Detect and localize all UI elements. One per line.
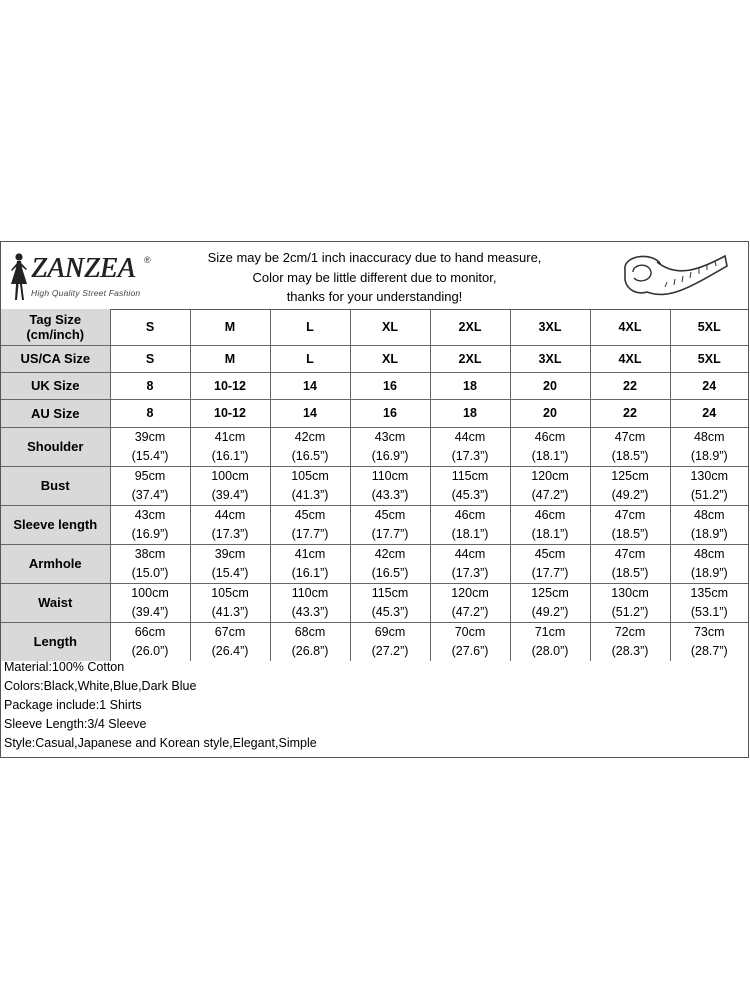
measurement-cm: 100cm: [211, 468, 249, 483]
measurement-inch: (47.2”): [451, 604, 489, 619]
measurement-inch: (18.1”): [451, 526, 489, 541]
measurement-cell: [510, 583, 590, 622]
measurement-cm: 95cm: [134, 468, 166, 483]
measurement-cm: 45cm: [294, 507, 326, 522]
measurement-cell: [190, 505, 270, 544]
row-label: [1, 399, 110, 427]
measurement-inch: (18.5”): [611, 448, 649, 463]
measurement-cm: 68cm: [294, 624, 326, 639]
spec-style: Style:Casual,Japanese and Korean style,Elegant,Simple: [4, 736, 317, 750]
measurement-row: [1, 622, 748, 661]
spec-colors: Colors:Black,White,Blue,Dark Blue: [4, 679, 197, 693]
measurement-cell: [590, 622, 670, 661]
measurement-cell: [270, 544, 350, 583]
measurement-inch: (39.4”): [131, 604, 169, 619]
measurement-cm: 73cm: [693, 624, 725, 639]
measurement-inch: (27.2”): [371, 643, 409, 658]
measurement-cm: 43cm: [374, 429, 406, 444]
notice-line: thanks for your understanding!: [286, 289, 463, 304]
size-cell: 10-12: [190, 372, 270, 399]
size-cell: M: [190, 309, 270, 345]
measurement-cm: 72cm: [614, 624, 646, 639]
size-cell: 22: [590, 372, 670, 399]
measurement-inch: (16.1”): [291, 565, 329, 580]
size-cell: 3XL: [510, 309, 590, 345]
brand-name: ZANZEA: [31, 253, 136, 284]
size-cell: 24: [670, 372, 748, 399]
size-row: [1, 372, 748, 399]
measurement-cm: 110cm: [291, 585, 329, 600]
measurement-inch: (15.4”): [131, 448, 169, 463]
measurement-inch: (16.5”): [291, 448, 329, 463]
measurement-inch: (26.0”): [131, 643, 169, 658]
measurement-cell: [670, 622, 748, 661]
measuring-tape-icon: [619, 248, 731, 306]
measurement-cell: [350, 466, 430, 505]
measurement-cm: 46cm: [454, 507, 486, 522]
measurement-cell: [430, 544, 510, 583]
measurement-cm: 45cm: [534, 546, 566, 561]
brand-tagline: High Quality Street Fashion: [31, 288, 141, 298]
size-cell: L: [270, 345, 350, 372]
measurement-cm: 130cm: [611, 585, 649, 600]
measurement-cell: [670, 427, 748, 466]
measurement-cell: [190, 466, 270, 505]
measurement-inch: (51.2”): [611, 604, 649, 619]
measurement-cell: [590, 505, 670, 544]
measurement-cell: [110, 544, 190, 583]
measurement-cell: [190, 544, 270, 583]
measurement-cm: 48cm: [693, 429, 725, 444]
measurement-cell: [590, 583, 670, 622]
size-cell: 10-12: [190, 399, 270, 427]
measurement-cm: 47cm: [614, 507, 646, 522]
measurement-inch: (16.1”): [211, 448, 249, 463]
measurement-cell: [110, 505, 190, 544]
size-cell: 20: [510, 399, 590, 427]
measurement-cm: 47cm: [614, 429, 646, 444]
measurement-cell: [430, 583, 510, 622]
measurement-cell: [430, 466, 510, 505]
size-cell: L: [270, 309, 350, 345]
notice-line: Color may be little different due to monitor,: [252, 269, 497, 285]
measurement-cm: 46cm: [534, 507, 566, 522]
row-label: Armhole: [1, 544, 110, 583]
measurement-inch: (17.7”): [371, 526, 409, 541]
measurement-inch: (28.0”): [531, 643, 569, 658]
registered-mark: ®: [144, 255, 151, 265]
measurement-inch: (49.2”): [611, 487, 649, 502]
measurement-cm: 39cm: [214, 546, 246, 561]
size-cell: 14: [270, 399, 350, 427]
measurement-row: [1, 544, 748, 583]
size-cell: 5XL: [670, 345, 748, 372]
measurement-inch: (18.9”): [690, 526, 728, 541]
measurement-cell: [270, 505, 350, 544]
row-label: Length: [1, 622, 110, 661]
chart-header: [1, 242, 748, 310]
measurement-row: [1, 505, 748, 544]
brand-logo: [5, 250, 155, 302]
measurement-cell: [430, 622, 510, 661]
measurement-cm: 100cm: [131, 585, 169, 600]
measurement-cell: [510, 466, 590, 505]
size-row: [1, 309, 748, 345]
size-cell: 18: [430, 399, 510, 427]
measurement-cell: [670, 466, 748, 505]
measurement-inch: (17.7”): [291, 526, 329, 541]
measurement-inch: (15.0”): [131, 565, 169, 580]
measurement-inch: (17.3”): [211, 526, 249, 541]
size-cell: S: [110, 345, 190, 372]
row-label-line: AU Size: [31, 405, 80, 421]
row-label-line: US/CA Size: [20, 351, 91, 366]
measurement-cm: 48cm: [693, 507, 725, 522]
measurement-cm: 105cm: [291, 468, 329, 483]
row-label: Bust: [1, 466, 110, 505]
measurement-inch: (53.1”): [690, 604, 728, 619]
measurement-inch: (18.5”): [611, 526, 649, 541]
measurement-inch: (49.2”): [531, 604, 569, 619]
measurement-cell: [350, 583, 430, 622]
measurement-inch: (17.3”): [451, 565, 489, 580]
measurement-inch: (27.6”): [451, 643, 489, 658]
measurement-inch: (45.3”): [371, 604, 409, 619]
measurement-inch: (17.3”): [451, 448, 489, 463]
measurement-inch: (18.9”): [690, 448, 728, 463]
measurement-row: [1, 427, 748, 466]
row-label: Shoulder: [1, 427, 110, 466]
measurement-cell: [510, 505, 590, 544]
spec-package: Package include:1 Shirts: [4, 698, 142, 712]
measurement-cell: [270, 622, 350, 661]
measurement-cm: 44cm: [214, 507, 246, 522]
size-cell: 20: [510, 372, 590, 399]
measurement-inch: (43.3”): [291, 604, 329, 619]
size-cell: 4XL: [590, 309, 670, 345]
row-label-line: Tag Size: [29, 311, 82, 327]
measurement-cell: [350, 427, 430, 466]
measurement-cm: 41cm: [294, 546, 326, 561]
measurement-cell: [590, 427, 670, 466]
measurement-inch: (39.4”): [211, 487, 249, 502]
measurement-cm: 43cm: [134, 507, 166, 522]
measurement-inch: (16.9”): [371, 448, 409, 463]
measurement-cell: [430, 427, 510, 466]
measurement-inch: (28.3”): [611, 643, 649, 658]
measurement-inch: (15.4”): [211, 565, 249, 580]
measurement-inch: (37.4”): [131, 487, 169, 502]
measurement-cell: [670, 544, 748, 583]
measurement-row: [1, 583, 748, 622]
spec-sleeve-length: Sleeve Length:3/4 Sleeve: [4, 717, 147, 731]
measurement-inch: (45.3”): [451, 487, 489, 502]
size-cell: 18: [430, 372, 510, 399]
measurement-inch: (17.7”): [531, 565, 569, 580]
measurement-cell: [110, 466, 190, 505]
size-cell: S: [110, 309, 190, 345]
measurement-cell: [270, 466, 350, 505]
measurement-cell: [670, 505, 748, 544]
row-label: Sleeve length: [1, 505, 110, 544]
measurement-row: [1, 466, 748, 505]
measurement-cell: [510, 427, 590, 466]
measurement-inch: (18.1”): [531, 448, 569, 463]
measurement-cm: 42cm: [294, 429, 326, 444]
measurement-inch: (18.5”): [611, 565, 649, 580]
measurement-cell: [590, 544, 670, 583]
measurement-inch: (28.7”): [690, 643, 728, 658]
measurement-cm: 105cm: [211, 585, 249, 600]
row-label: [1, 345, 110, 372]
measurement-cell: [190, 622, 270, 661]
measurement-cm: 110cm: [371, 468, 409, 483]
size-cell: 16: [350, 372, 430, 399]
woman-silhouette-icon: [7, 252, 31, 304]
size-cell: 8: [110, 399, 190, 427]
row-label: [1, 309, 110, 345]
measurement-cm: 44cm: [454, 429, 486, 444]
measurement-cm: 48cm: [693, 546, 725, 561]
measurement-inch: (51.2”): [690, 487, 728, 502]
measurement-cm: 42cm: [374, 546, 406, 561]
size-cell: 3XL: [510, 345, 590, 372]
measurement-inch: (41.3”): [291, 487, 329, 502]
measurement-cell: [190, 427, 270, 466]
size-cell: 5XL: [670, 309, 748, 345]
measurement-cm: 135cm: [690, 585, 729, 600]
measurement-cm: 66cm: [134, 624, 166, 639]
measurement-cell: [110, 583, 190, 622]
measurement-cell: [110, 427, 190, 466]
size-cell: 2XL: [430, 309, 510, 345]
measurement-cm: 69cm: [374, 624, 406, 639]
measurement-cm: 115cm: [451, 468, 489, 483]
measurement-inch: (16.5”): [371, 565, 409, 580]
size-cell: 22: [590, 399, 670, 427]
product-specs: [4, 658, 317, 753]
measurement-cell: [430, 505, 510, 544]
size-cell: 8: [110, 372, 190, 399]
measurement-cell: [510, 622, 590, 661]
size-cell: 16: [350, 399, 430, 427]
measurement-cm: 39cm: [134, 429, 166, 444]
measurement-cm: 130cm: [690, 468, 729, 483]
measurement-inch: (43.3”): [371, 487, 409, 502]
size-row: [1, 399, 748, 427]
measurement-cm: 115cm: [371, 585, 409, 600]
measurement-cell: [510, 544, 590, 583]
measurement-notice: [151, 248, 598, 307]
size-cell: XL: [350, 309, 430, 345]
size-cell: 14: [270, 372, 350, 399]
measurement-cm: 120cm: [451, 585, 489, 600]
measurement-inch: (18.9”): [690, 565, 728, 580]
spec-material: Material:100% Cotton: [4, 660, 125, 674]
row-label: [1, 372, 110, 399]
size-row: [1, 345, 748, 372]
size-cell: M: [190, 345, 270, 372]
size-chart-sheet: [0, 241, 749, 758]
size-cell: 2XL: [430, 345, 510, 372]
measurement-inch: (18.1”): [531, 526, 569, 541]
measurement-cell: [190, 583, 270, 622]
measurement-cm: 125cm: [611, 468, 649, 483]
measurement-cm: 125cm: [531, 585, 569, 600]
size-table: [1, 309, 748, 661]
measurement-cm: 45cm: [374, 507, 406, 522]
measurement-cm: 67cm: [214, 624, 246, 639]
measurement-cell: [270, 427, 350, 466]
measurement-cm: 41cm: [214, 429, 246, 444]
measurement-cell: [350, 505, 430, 544]
measurement-cm: 44cm: [454, 546, 486, 561]
measurement-cell: [590, 466, 670, 505]
measurement-cm: 71cm: [534, 624, 566, 639]
measurement-cm: 70cm: [454, 624, 486, 639]
measurement-cell: [350, 544, 430, 583]
measurement-inch: (26.8”): [291, 643, 329, 658]
size-cell: 4XL: [590, 345, 670, 372]
measurement-cell: [670, 583, 748, 622]
measurement-cell: [270, 583, 350, 622]
measurement-inch: (47.2”): [531, 487, 569, 502]
row-label-line: UK Size: [31, 378, 80, 393]
row-label: Waist: [1, 583, 110, 622]
measurement-inch: (41.3”): [211, 604, 249, 619]
measurement-cell: [350, 622, 430, 661]
measurement-cell: [110, 622, 190, 661]
measurement-cm: 47cm: [614, 546, 646, 561]
row-label-line: (cm/inch): [26, 326, 85, 342]
measurement-cm: 46cm: [534, 429, 566, 444]
size-cell: XL: [350, 345, 430, 372]
size-cell: 24: [670, 399, 748, 427]
measurement-cm: 120cm: [531, 468, 569, 483]
measurement-inch: (16.9”): [131, 526, 169, 541]
notice-line: Size may be 2cm/1 inch inaccuracy due to hand measure,: [207, 250, 542, 265]
measurement-cm: 38cm: [134, 546, 166, 561]
measurement-inch: (26.4”): [211, 643, 249, 658]
